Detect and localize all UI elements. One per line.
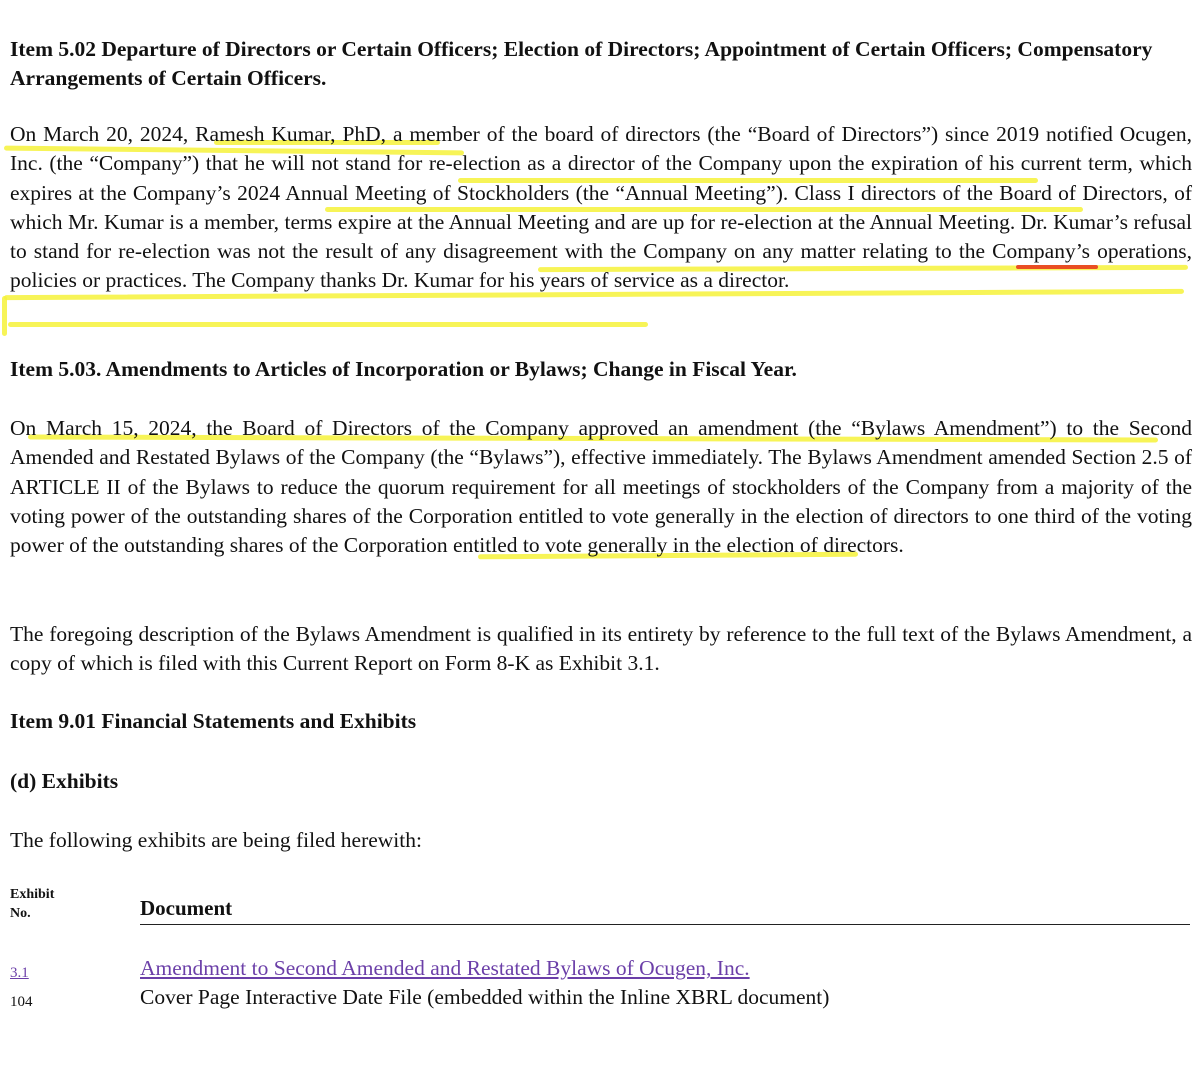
exhibit-3-1-number-link[interactable]: 3.1 xyxy=(10,965,29,981)
exhibit-104-document: Cover Page Interactive Date File (embedded within the Inline XBRL document) xyxy=(140,985,830,1009)
highlight-mark xyxy=(2,296,7,336)
exhibits-subheading: (d) Exhibits xyxy=(10,769,119,793)
document-column-header: Document xyxy=(140,896,233,920)
item-5-03-qualification: The foregoing description of the Bylaws Amendment is qualified in its entirety by reference to the full text of the Bylaws Amendment, a copy of which is filed with this Current Report on Form 8-K as Exhibit 3.1. xyxy=(10,622,1192,676)
item-5-03-heading: Item 5.03. Amendments to Articles of Incorporation or Bylaws; Change in Fiscal Year. xyxy=(10,357,797,381)
item-5-03-body: On March 15, 2024, the Board of Directors of the Company approved an amendment (the “Bylaws Amendment”) to the Second Amended and Restated Bylaws of the Company (the “Bylaws”), effective immediately. The Bylaws Amendment amended Section 2.5 of ARTICLE II of the Bylaws to reduce the quorum requirement for all meetings of stockholders of the Company from a majority of the voting power of the outstanding shares of the Corporation entitled to vote generally in the election of directors to one third of the voting power of the outstanding shares of the Corporation entitled to vote generally in the election of directors. xyxy=(10,416,1192,558)
highlight-mark xyxy=(8,322,648,327)
item-9-01-heading: Item 9.01 Financial Statements and Exhibits xyxy=(10,709,417,733)
table-header-rule xyxy=(140,924,1190,925)
exhibit-no-header-line2: No. xyxy=(10,906,31,921)
item-5-02-body: On March 20, 2024, Ramesh Kumar, PhD, a member of the board of directors (the “Board of Directors”) since 2019 notified Ocugen, Inc. (the “Company”) that he will not stand for re-election as a director of the Company upon the expiration of his current term, which expires at the Company’s 2024 Annual Meeting of Stockholders (the “Annual Meeting”). Class I directors of the Board of Directors, of which Mr. Kumar is a member, terms expire at the Annual Meeting and are up for re-election at the Annual Meeting. Dr. Kumar’s refusal to stand for re-election was not the result of any disagreement with the Company on any matter relating to the Company’s operations, policies or practices. The Company thanks Dr. Kumar for his years of service as a director. xyxy=(10,122,1192,293)
exhibits-intro: The following exhibits are being filed herewith: xyxy=(10,828,422,852)
exhibit-104-number: 104 xyxy=(10,994,33,1010)
exhibit-no-header-line1: Exhibit xyxy=(10,887,55,902)
item-5-02-heading: Item 5.02 Departure of Directors or Certain Officers; Election of Directors; Appointment of Certain Officers; Compensatory Arrangements of Certain Officers. xyxy=(10,37,1153,90)
exhibit-3-1-document-link[interactable]: Amendment to Second Amended and Restated Bylaws of Ocugen, Inc. xyxy=(140,956,750,980)
